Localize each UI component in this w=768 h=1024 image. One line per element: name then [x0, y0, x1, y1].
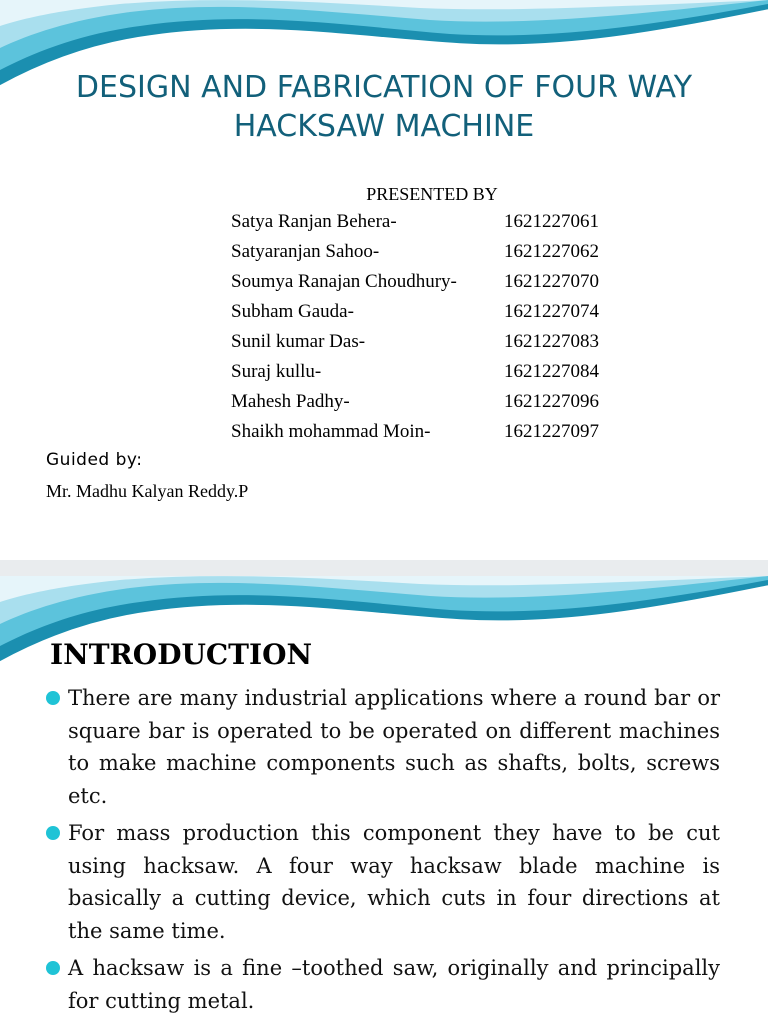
bullet-text: There are many industrial applications where a round bar or square bar is operated to be operated on different machines to make machine components such as shafts, bolts, screws etc.	[68, 686, 720, 808]
member-roll: 1621227062	[504, 241, 599, 262]
member-name: Shaikh mohammad Moin-	[231, 421, 431, 442]
member-row	[231, 271, 651, 301]
presented-by-label: PRESENTED BY	[366, 184, 498, 204]
bullet-dot-icon	[46, 826, 60, 840]
title-line-1: DESIGN AND FABRICATION OF FOUR WAY	[75, 70, 693, 105]
bullet-list	[46, 682, 720, 1022]
introduction-slide	[0, 576, 768, 1024]
member-name: Satyaranjan Sahoo-	[231, 241, 380, 262]
member-roll: 1621227061	[504, 211, 599, 232]
bullet-item	[46, 952, 720, 1017]
bullet-text: For mass production this component they have to be cut using hacksaw. A four way hacksaw blade machine is basically a cutting device, which cuts in four directions at the same time.	[68, 821, 720, 943]
member-roll: 1621227096	[504, 391, 599, 412]
member-roll: 1621227074	[504, 301, 599, 322]
slide-title	[20, 68, 748, 146]
member-name: Soumya Ranajan Choudhury-	[231, 271, 457, 292]
bullet-dot-icon	[46, 691, 60, 705]
member-roll: 1621227070	[504, 271, 599, 292]
wave-decoration	[0, 576, 768, 696]
member-row	[231, 391, 651, 421]
member-row	[231, 331, 651, 361]
member-name: Satya Ranjan Behera-	[231, 211, 397, 232]
bullet-item	[46, 682, 720, 812]
member-list	[231, 211, 651, 451]
title-line-2: HACKSAW MACHINE	[233, 109, 535, 144]
member-name: Suraj kullu-	[231, 361, 322, 382]
member-row	[231, 211, 651, 241]
bullet-dot-icon	[46, 961, 60, 975]
member-row	[231, 241, 651, 271]
bullet-item	[46, 817, 720, 947]
member-row	[231, 301, 651, 331]
member-row	[231, 421, 651, 451]
bullet-text: A hacksaw is a fine –toothed saw, originally and principally for cutting metal.	[68, 956, 720, 1013]
slide-separator	[0, 560, 768, 576]
member-roll: 1621227084	[504, 361, 599, 382]
member-roll: 1621227097	[504, 421, 599, 442]
member-roll: 1621227083	[504, 331, 599, 352]
member-name: Subham Gauda-	[231, 301, 354, 322]
member-row	[231, 361, 651, 391]
member-name: Sunil kumar Das-	[231, 331, 366, 352]
guide-name: Mr. Madhu Kalyan Reddy.P	[46, 481, 249, 501]
member-name: Mahesh Padhy-	[231, 391, 350, 412]
guided-by-label: Guided by:	[46, 450, 143, 470]
slide-heading: INTRODUCTION	[50, 638, 313, 671]
